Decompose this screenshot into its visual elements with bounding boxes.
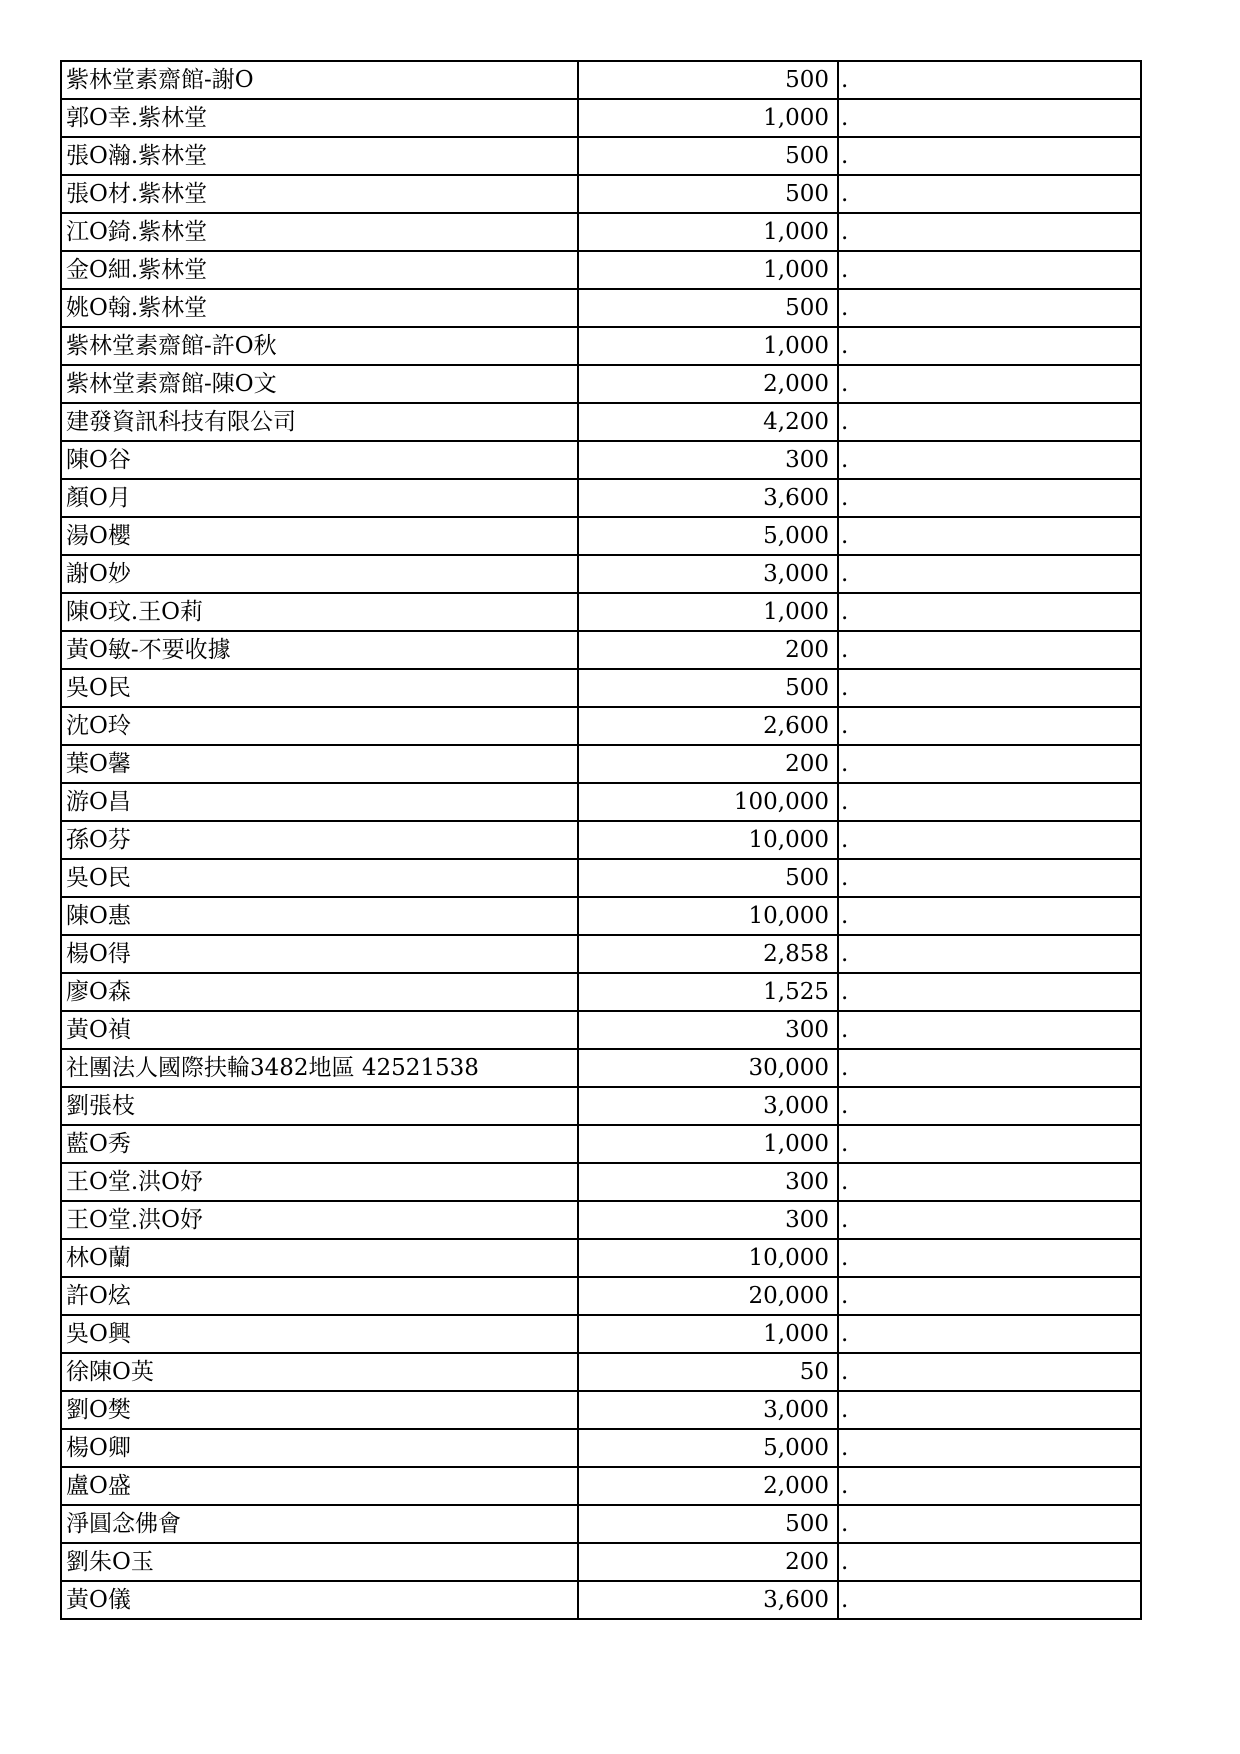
note-cell: . [838,99,1141,137]
donor-name-cell: 陳O玟.王O莉 [61,593,578,631]
donor-name-cell: 沈O玲 [61,707,578,745]
note-cell: . [838,441,1141,479]
amount-cell: 50 [578,1353,838,1391]
donor-name-cell: 社團法人國際扶輪3482地區 42521538 [61,1049,578,1087]
note-cell: . [838,1087,1141,1125]
donor-name-cell: 建發資訊科技有限公司 [61,403,578,441]
table-row [61,1201,1141,1239]
note-cell: . [838,555,1141,593]
amount-cell: 200 [578,1543,838,1581]
donor-name-cell: 金O細.紫林堂 [61,251,578,289]
donor-name-cell: 徐陳O英 [61,1353,578,1391]
donor-name-cell: 劉張枝 [61,1087,578,1125]
note-cell: . [838,745,1141,783]
table-row [61,707,1141,745]
note-cell: . [838,1125,1141,1163]
donor-name-cell: 孫O芬 [61,821,578,859]
amount-cell: 100,000 [578,783,838,821]
table-row [61,1239,1141,1277]
note-cell: . [838,1581,1141,1619]
amount-cell: 300 [578,441,838,479]
note-cell: . [838,1505,1141,1543]
donor-name-cell: 謝O妙 [61,555,578,593]
note-cell: . [838,251,1141,289]
amount-cell: 10,000 [578,1239,838,1277]
table-row [61,441,1141,479]
donor-name-cell: 姚O翰.紫林堂 [61,289,578,327]
amount-cell: 200 [578,631,838,669]
note-cell: . [838,213,1141,251]
table-row [61,99,1141,137]
donor-name-cell: 顏O月 [61,479,578,517]
amount-cell: 1,000 [578,327,838,365]
amount-cell: 500 [578,859,838,897]
donor-name-cell: 盧O盛 [61,1467,578,1505]
table-row [61,213,1141,251]
amount-cell: 2,600 [578,707,838,745]
amount-cell: 3,000 [578,1087,838,1125]
note-cell: . [838,631,1141,669]
table-row [61,1429,1141,1467]
donation-table [60,60,1142,1620]
note-cell: . [838,897,1141,935]
amount-cell: 1,000 [578,213,838,251]
note-cell: . [838,1201,1141,1239]
table-row [61,365,1141,403]
table-row [61,631,1141,669]
amount-cell: 500 [578,669,838,707]
amount-cell: 4,200 [578,403,838,441]
table-row [61,1277,1141,1315]
amount-cell: 1,000 [578,251,838,289]
amount-cell: 30,000 [578,1049,838,1087]
note-cell: . [838,327,1141,365]
note-cell: . [838,517,1141,555]
donor-name-cell: 葉O馨 [61,745,578,783]
donor-name-cell: 紫林堂素齋館-許O秋 [61,327,578,365]
donor-name-cell: 吳O民 [61,859,578,897]
table-row [61,593,1141,631]
amount-cell: 5,000 [578,1429,838,1467]
table-row [61,517,1141,555]
table-row [61,61,1141,99]
donor-name-cell: 許O炫 [61,1277,578,1315]
table-row [61,859,1141,897]
note-cell: . [838,821,1141,859]
table-row [61,175,1141,213]
amount-cell: 2,000 [578,365,838,403]
donor-name-cell: 紫林堂素齋館-謝O [61,61,578,99]
amount-cell: 500 [578,175,838,213]
amount-cell: 10,000 [578,821,838,859]
table-row [61,1163,1141,1201]
amount-cell: 500 [578,137,838,175]
note-cell: . [838,1429,1141,1467]
amount-cell: 2,858 [578,935,838,973]
table-row [61,251,1141,289]
amount-cell: 300 [578,1011,838,1049]
donor-name-cell: 游O昌 [61,783,578,821]
donor-name-cell: 淨圓念佛會 [61,1505,578,1543]
amount-cell: 500 [578,289,838,327]
donor-name-cell: 王O堂.洪O妤 [61,1163,578,1201]
table-row [61,1087,1141,1125]
amount-cell: 300 [578,1201,838,1239]
table-row [61,1581,1141,1619]
amount-cell: 3,600 [578,479,838,517]
donor-name-cell: 張O瀚.紫林堂 [61,137,578,175]
table-row [61,783,1141,821]
table-row [61,973,1141,1011]
table-row [61,137,1141,175]
note-cell: . [838,707,1141,745]
table-row [61,555,1141,593]
amount-cell: 1,000 [578,1125,838,1163]
table-row [61,289,1141,327]
note-cell: . [838,137,1141,175]
table-row [61,745,1141,783]
amount-cell: 1,000 [578,1315,838,1353]
donor-name-cell: 黃O儀 [61,1581,578,1619]
note-cell: . [838,1543,1141,1581]
note-cell: . [838,783,1141,821]
donor-name-cell: 廖O森 [61,973,578,1011]
donor-name-cell: 劉朱O玉 [61,1543,578,1581]
note-cell: . [838,1163,1141,1201]
note-cell: . [838,175,1141,213]
note-cell: . [838,859,1141,897]
table-row [61,1505,1141,1543]
amount-cell: 1,000 [578,593,838,631]
note-cell: . [838,593,1141,631]
note-cell: . [838,669,1141,707]
amount-cell: 2,000 [578,1467,838,1505]
note-cell: . [838,61,1141,99]
table-row [61,821,1141,859]
donor-name-cell: 楊O得 [61,935,578,973]
table-row [61,1391,1141,1429]
amount-cell: 20,000 [578,1277,838,1315]
note-cell: . [838,973,1141,1011]
note-cell: . [838,403,1141,441]
amount-cell: 5,000 [578,517,838,555]
amount-cell: 200 [578,745,838,783]
table-row [61,1353,1141,1391]
donor-name-cell: 黃O敏-不要收據 [61,631,578,669]
donor-name-cell: 吳O民 [61,669,578,707]
amount-cell: 500 [578,1505,838,1543]
donor-name-cell: 楊O卿 [61,1429,578,1467]
amount-cell: 3,600 [578,1581,838,1619]
amount-cell: 10,000 [578,897,838,935]
note-cell: . [838,1315,1141,1353]
donor-name-cell: 紫林堂素齋館-陳O文 [61,365,578,403]
table-row [61,479,1141,517]
note-cell: . [838,1353,1141,1391]
donor-name-cell: 王O堂.洪O妤 [61,1201,578,1239]
table-row [61,1049,1141,1087]
donor-name-cell: 林O蘭 [61,1239,578,1277]
note-cell: . [838,289,1141,327]
donor-name-cell: 吳O興 [61,1315,578,1353]
note-cell: . [838,1049,1141,1087]
table-row [61,1543,1141,1581]
table-row [61,1011,1141,1049]
table-row [61,1315,1141,1353]
table-row [61,935,1141,973]
amount-cell: 500 [578,61,838,99]
note-cell: . [838,1239,1141,1277]
donor-name-cell: 陳O惠 [61,897,578,935]
note-cell: . [838,1011,1141,1049]
amount-cell: 3,000 [578,555,838,593]
donor-name-cell: 劉O樊 [61,1391,578,1429]
donor-name-cell: 湯O櫻 [61,517,578,555]
table-row [61,1125,1141,1163]
donor-name-cell: 張O材.紫林堂 [61,175,578,213]
amount-cell: 3,000 [578,1391,838,1429]
table-row [61,1467,1141,1505]
donor-name-cell: 郭O幸.紫林堂 [61,99,578,137]
note-cell: . [838,1467,1141,1505]
table-row [61,669,1141,707]
donor-name-cell: 江O錡.紫林堂 [61,213,578,251]
amount-cell: 1,000 [578,99,838,137]
table-row [61,327,1141,365]
donor-name-cell: 陳O谷 [61,441,578,479]
amount-cell: 1,525 [578,973,838,1011]
donor-name-cell: 黃O禎 [61,1011,578,1049]
note-cell: . [838,1277,1141,1315]
note-cell: . [838,935,1141,973]
table-row [61,897,1141,935]
donation-table-body [61,61,1141,1619]
table-row [61,403,1141,441]
note-cell: . [838,1391,1141,1429]
note-cell: . [838,365,1141,403]
note-cell: . [838,479,1141,517]
amount-cell: 300 [578,1163,838,1201]
donor-name-cell: 藍O秀 [61,1125,578,1163]
